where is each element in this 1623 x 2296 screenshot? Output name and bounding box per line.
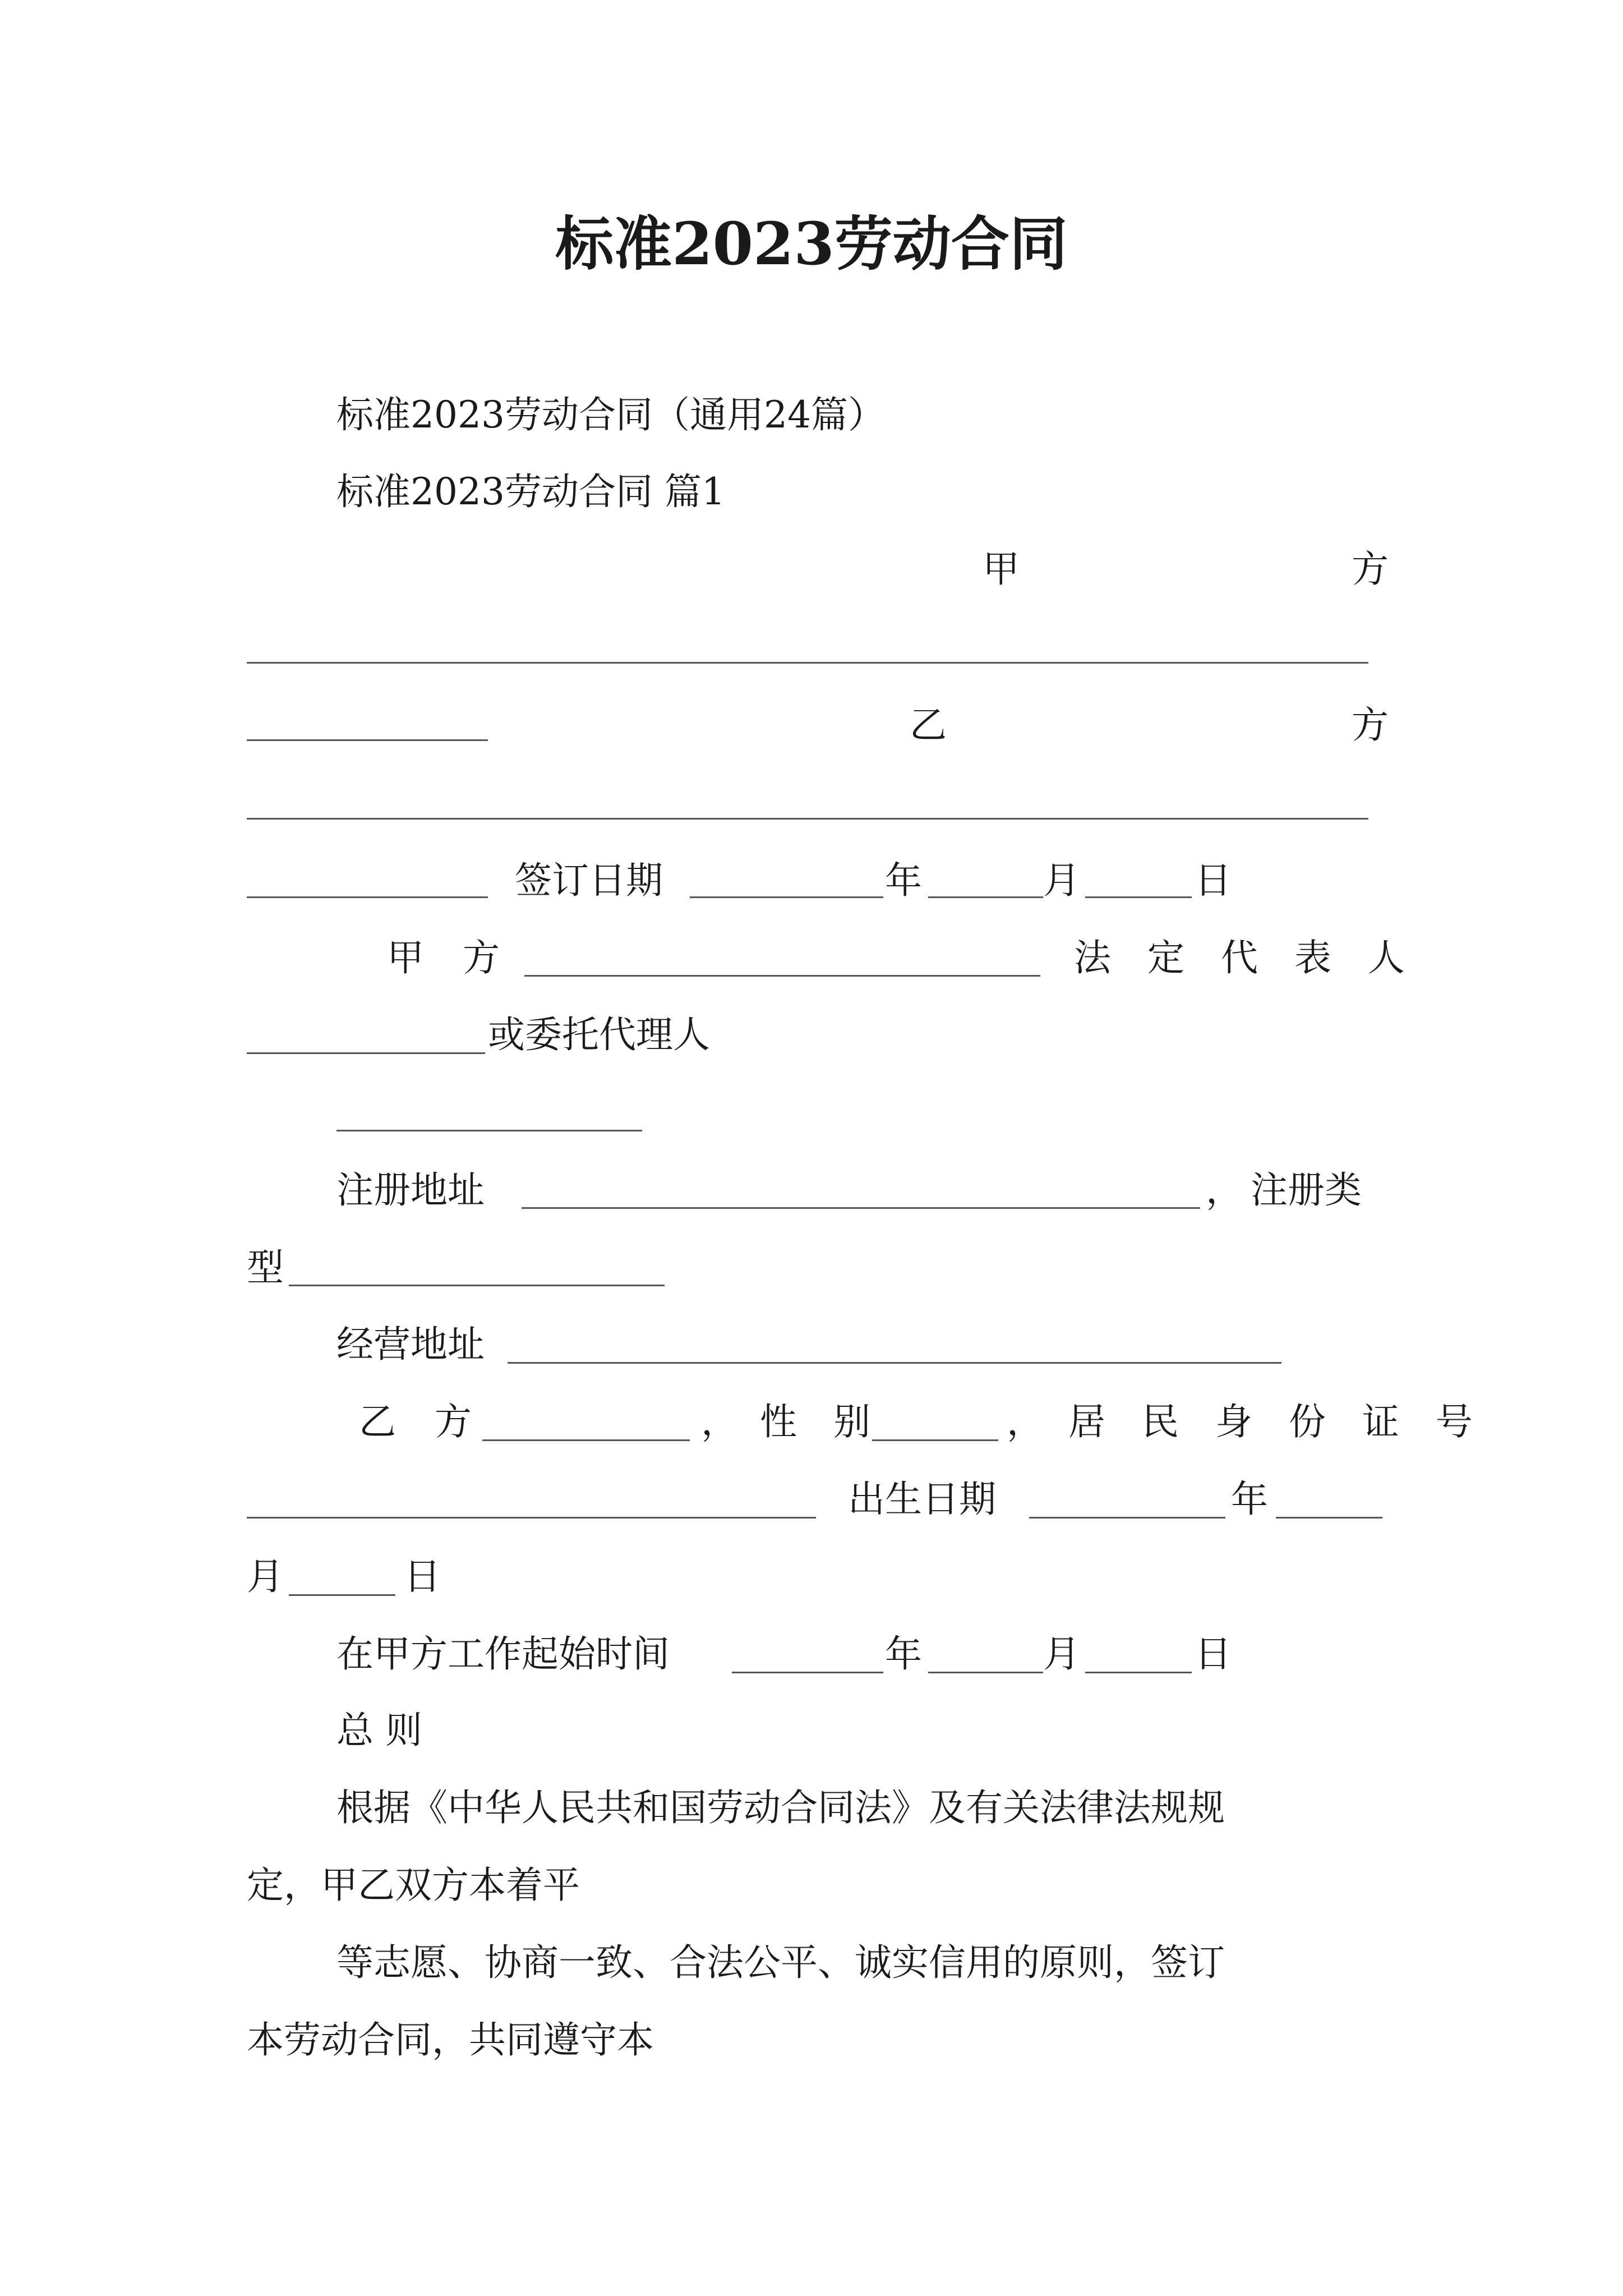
section-heading: 标准2023劳动合同 篇1 (336, 470, 725, 513)
sign-date-month-unit: 月 (1043, 859, 1080, 902)
party-b-row-comma1: ， (701, 1400, 738, 1443)
party-b-name-blank[interactable] (247, 818, 1368, 820)
registration-type-blank[interactable] (289, 1285, 665, 1286)
legal-representative-label: 法 定 代 表 人 (1074, 936, 1417, 979)
registration-type-label: 注册类 (1251, 1168, 1362, 1212)
paragraph-1-line-2: 定，甲乙双方本着平 (247, 1864, 580, 1907)
registered-address-label: 注册地址 (336, 1168, 485, 1212)
party-a-row-label: 甲 方 (387, 936, 513, 979)
sign-date-prefix-blank[interactable] (247, 896, 488, 898)
sign-date-day-blank[interactable] (1085, 896, 1192, 898)
party-a-label-char1: 甲 (983, 547, 1020, 591)
registration-type-label-cont: 型 (247, 1246, 284, 1289)
sign-date-day-unit: 日 (1195, 859, 1232, 902)
gender-label: 性 别 (760, 1400, 883, 1443)
id-number-blank[interactable] (247, 1517, 816, 1519)
registered-address-blank[interactable] (522, 1207, 1200, 1209)
document-title: 标准2023劳动合同 (555, 209, 1068, 278)
sign-date-month-blank[interactable] (928, 896, 1043, 898)
business-address-label: 经营地址 (336, 1323, 485, 1366)
general-heading: 总 则 (336, 1709, 422, 1752)
party-a-row-blank[interactable] (524, 975, 1040, 977)
start-year-unit: 年 (885, 1632, 922, 1676)
birth-year-unit: 年 (1231, 1478, 1268, 1521)
id-number-label: 居 民 身 份 证 号 (1068, 1400, 1485, 1443)
paragraph-2-line-2: 本劳动合同，共同遵守本 (247, 2018, 654, 2062)
agent-blank[interactable] (336, 1130, 642, 1131)
business-address-blank[interactable] (508, 1362, 1281, 1364)
sign-date-year-unit: 年 (885, 859, 922, 902)
party-b-prefix-blank[interactable] (247, 739, 488, 741)
start-year-blank[interactable] (732, 1672, 883, 1673)
start-time-label: 在甲方工作起始时间 (336, 1632, 670, 1676)
birth-year-blank[interactable] (1029, 1517, 1225, 1519)
party-b-row-label: 乙 方 (359, 1400, 485, 1443)
birth-day-unit: 日 (404, 1555, 441, 1598)
representative-blank[interactable] (247, 1052, 485, 1054)
paragraph-2-line-1: 等志愿、协商一致、合法公平、诚实信用的原则，签订 (336, 1941, 1225, 1984)
party-b-label-char2: 方 (1352, 703, 1389, 747)
paragraph-1-line-1: 根据《中华人民共和国劳动合同法》及有关法律法规规 (336, 1786, 1225, 1829)
birth-month-blank[interactable] (1276, 1517, 1382, 1519)
start-month-blank[interactable] (928, 1672, 1043, 1673)
birth-date-label: 出生日期 (848, 1478, 996, 1521)
party-b-row-comma2: ， (1007, 1400, 1044, 1443)
party-b-row-blank[interactable] (482, 1439, 690, 1441)
party-b-label-char1: 乙 (910, 703, 947, 747)
document-subtitle: 标准2023劳动合同（通用24篇） (336, 393, 885, 436)
start-month-unit: 月 (1043, 1632, 1080, 1676)
start-day-unit: 日 (1195, 1632, 1232, 1676)
birth-day-blank[interactable] (289, 1594, 395, 1596)
birth-month-unit: 月 (247, 1555, 284, 1598)
sign-date-year-blank[interactable] (690, 896, 883, 898)
party-a-label-char2: 方 (1352, 547, 1389, 591)
gender-blank[interactable] (872, 1439, 998, 1441)
registered-address-comma: ， (1206, 1168, 1243, 1212)
start-day-blank[interactable] (1085, 1672, 1192, 1673)
agent-label: 或委托代理人 (488, 1013, 710, 1056)
party-a-name-blank[interactable] (247, 662, 1368, 664)
sign-date-label: 签订日期 (515, 859, 663, 902)
